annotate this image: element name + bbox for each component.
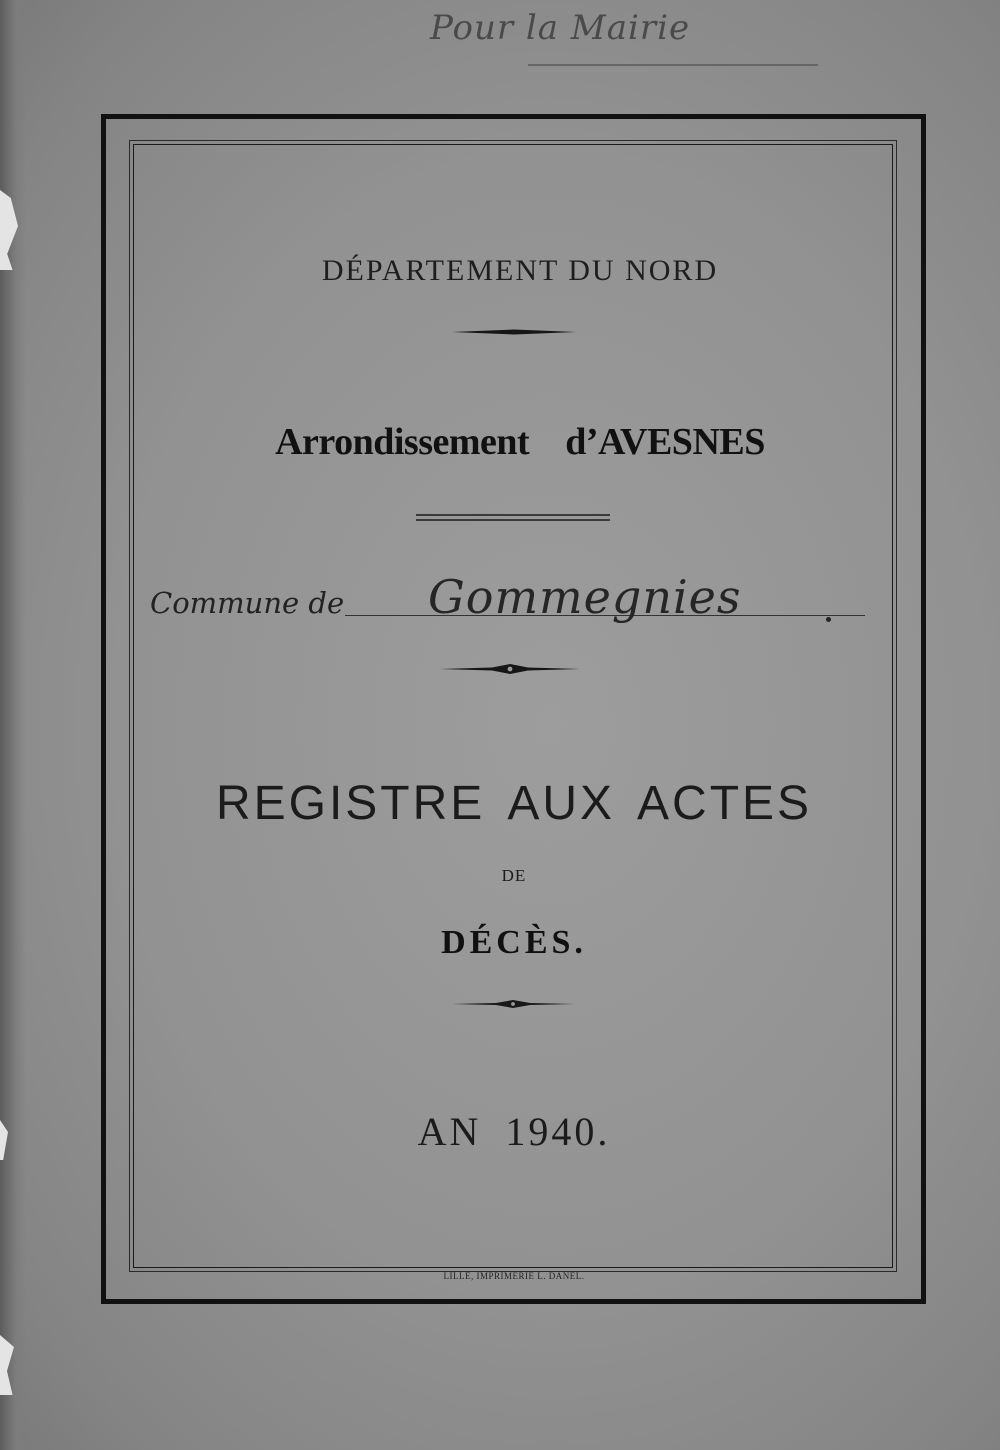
register-type: DÉCÈS.: [441, 924, 587, 961]
commune-dot: [826, 617, 831, 622]
inner-frame: [133, 144, 893, 1268]
handwritten-underline: [528, 64, 818, 66]
title-word-registre: REGISTRE: [215, 777, 486, 830]
title-word-aux: AUX: [507, 777, 616, 830]
handwritten-top-note: Pour la Mairie: [430, 8, 691, 48]
year-line: [14, 1108, 1000, 1155]
title-word-actes: ACTES: [637, 777, 813, 830]
year-value: 1940.: [505, 1109, 611, 1154]
printer-imprint: LILLE, IMPRIMERIE L. DANEL.: [443, 1271, 585, 1281]
commune-line: [150, 570, 870, 648]
arrondissement-name: d’AVESNES: [565, 421, 765, 463]
arrondissement-heading: [20, 420, 1000, 464]
commune-label: Commune de: [150, 586, 345, 620]
ornament-rule-1: [452, 326, 576, 338]
ornament-flourish-1: [440, 662, 580, 676]
department-heading: DÉPARTEMENT DU NORD: [321, 254, 719, 287]
arrondissement-label: Arrondissement: [275, 421, 530, 463]
register-title: [14, 776, 1000, 831]
title-de: DE: [501, 866, 527, 885]
double-rule: [416, 513, 610, 523]
year-label: AN: [417, 1109, 482, 1154]
ornament-flourish-2: [452, 998, 574, 1010]
commune-handwritten-value: Gommegnies: [428, 570, 742, 624]
